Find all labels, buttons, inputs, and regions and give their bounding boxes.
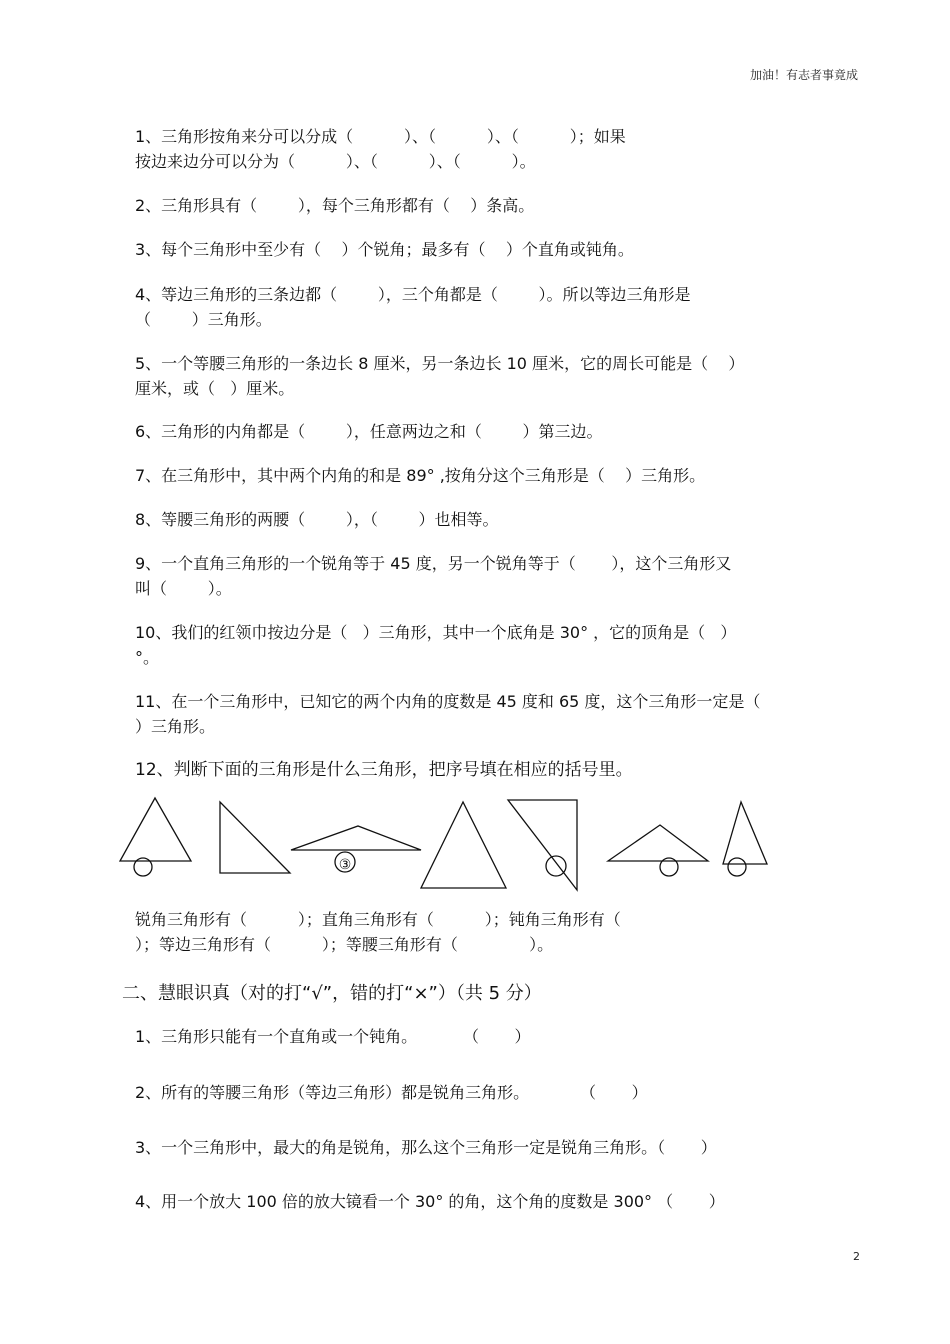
true-false-2: 2、所有的等腰三角形（等边三角形）都是锐角三角形。 （ ） <box>135 1083 648 1102</box>
page-header-motto: 加油！有志者事竟成 <box>749 68 858 82</box>
question-11: 11、在一个三角形中，已知它的两个内角的度数是 45 度和 65 度，这个三角形一定是（ ）三角形。 <box>135 692 761 736</box>
question-10: 10、我们的红领巾按边分是（ ）三角形，其中一个底角是 30° ，它的顶角是（ ） °。 <box>135 623 737 667</box>
triangle-3-label: ③ <box>338 857 352 873</box>
triangles-figure <box>0 790 950 900</box>
triangle-5-label-circle <box>546 856 566 876</box>
triangle-7-label-circle <box>728 858 746 876</box>
page-number: 2 <box>853 1250 860 1263</box>
question-2: 2、三角形具有（ ），每个三角形都有（ ）条高。 <box>135 196 535 215</box>
question-7: 7、在三角形中，其中两个内角的和是 89° ,按角分这个三角形是（ ）三角形。 <box>135 466 706 485</box>
triangle-1 <box>120 798 191 861</box>
triangle-2 <box>220 802 290 873</box>
fill-in-answers: 锐角三角形有（ ）；直角三角形有（ ）；钝角三角形有（ ）；等边三角形有（ ）；等腰三角形有（ ）。 <box>135 910 621 954</box>
question-8: 8、等腰三角形的两腰（ ），（ ）也相等。 <box>135 510 499 529</box>
triangle-4 <box>421 802 506 888</box>
triangle-6 <box>608 825 708 861</box>
triangle-5 <box>508 800 577 890</box>
true-false-4: 4、用一个放大 100 倍的放大镜看一个 30° 的角，这个角的度数是 300° （ ） <box>135 1192 725 1211</box>
question-1: 1、三角形按角来分可以分成（ ）、（ ）、（ ）；如果 按边来边分可以分为（ ）、（ ）、（ ）。 <box>135 127 626 171</box>
triangle-1-label: ① <box>136 861 150 877</box>
question-5: 5、一个等腰三角形的一条边长 8 厘米，另一条边长 10 厘米，它的周长可能是（ ） 厘米，或（ ）厘米。 <box>135 354 745 398</box>
section-2-title: 二、慧眼识真（对的打“√”，错的打“×”）（共 5 分） <box>122 983 542 1004</box>
true-false-1: 1、三角形只能有一个直角或一个钝角。 （ ） <box>135 1027 531 1046</box>
triangle-3 <box>291 826 421 850</box>
question-12: 12、判断下面的三角形是什么三角形，把序号填在相应的括号里。 <box>135 760 633 780</box>
question-4: 4、等边三角形的三条边都（ ），三个角都是（ ）。所以等边三角形是 （ ）三角形。 <box>135 285 691 329</box>
question-9: 9、一个直角三角形的一个锐角等于 45 度，另一个锐角等于（ ），这个三角形又 叫（ ）。 <box>135 554 732 598</box>
question-6: 6、三角形的内角都是（ ），任意两边之和（ ）第三边。 <box>135 422 603 441</box>
true-false-3: 3、一个三角形中，最大的角是锐角，那么这个三角形一定是锐角三角形。（ ） <box>135 1138 717 1157</box>
question-3: 3、每个三角形中至少有（ ）个锐角；最多有（ ）个直角或钝角。 <box>135 240 634 259</box>
triangle-7 <box>723 802 767 864</box>
